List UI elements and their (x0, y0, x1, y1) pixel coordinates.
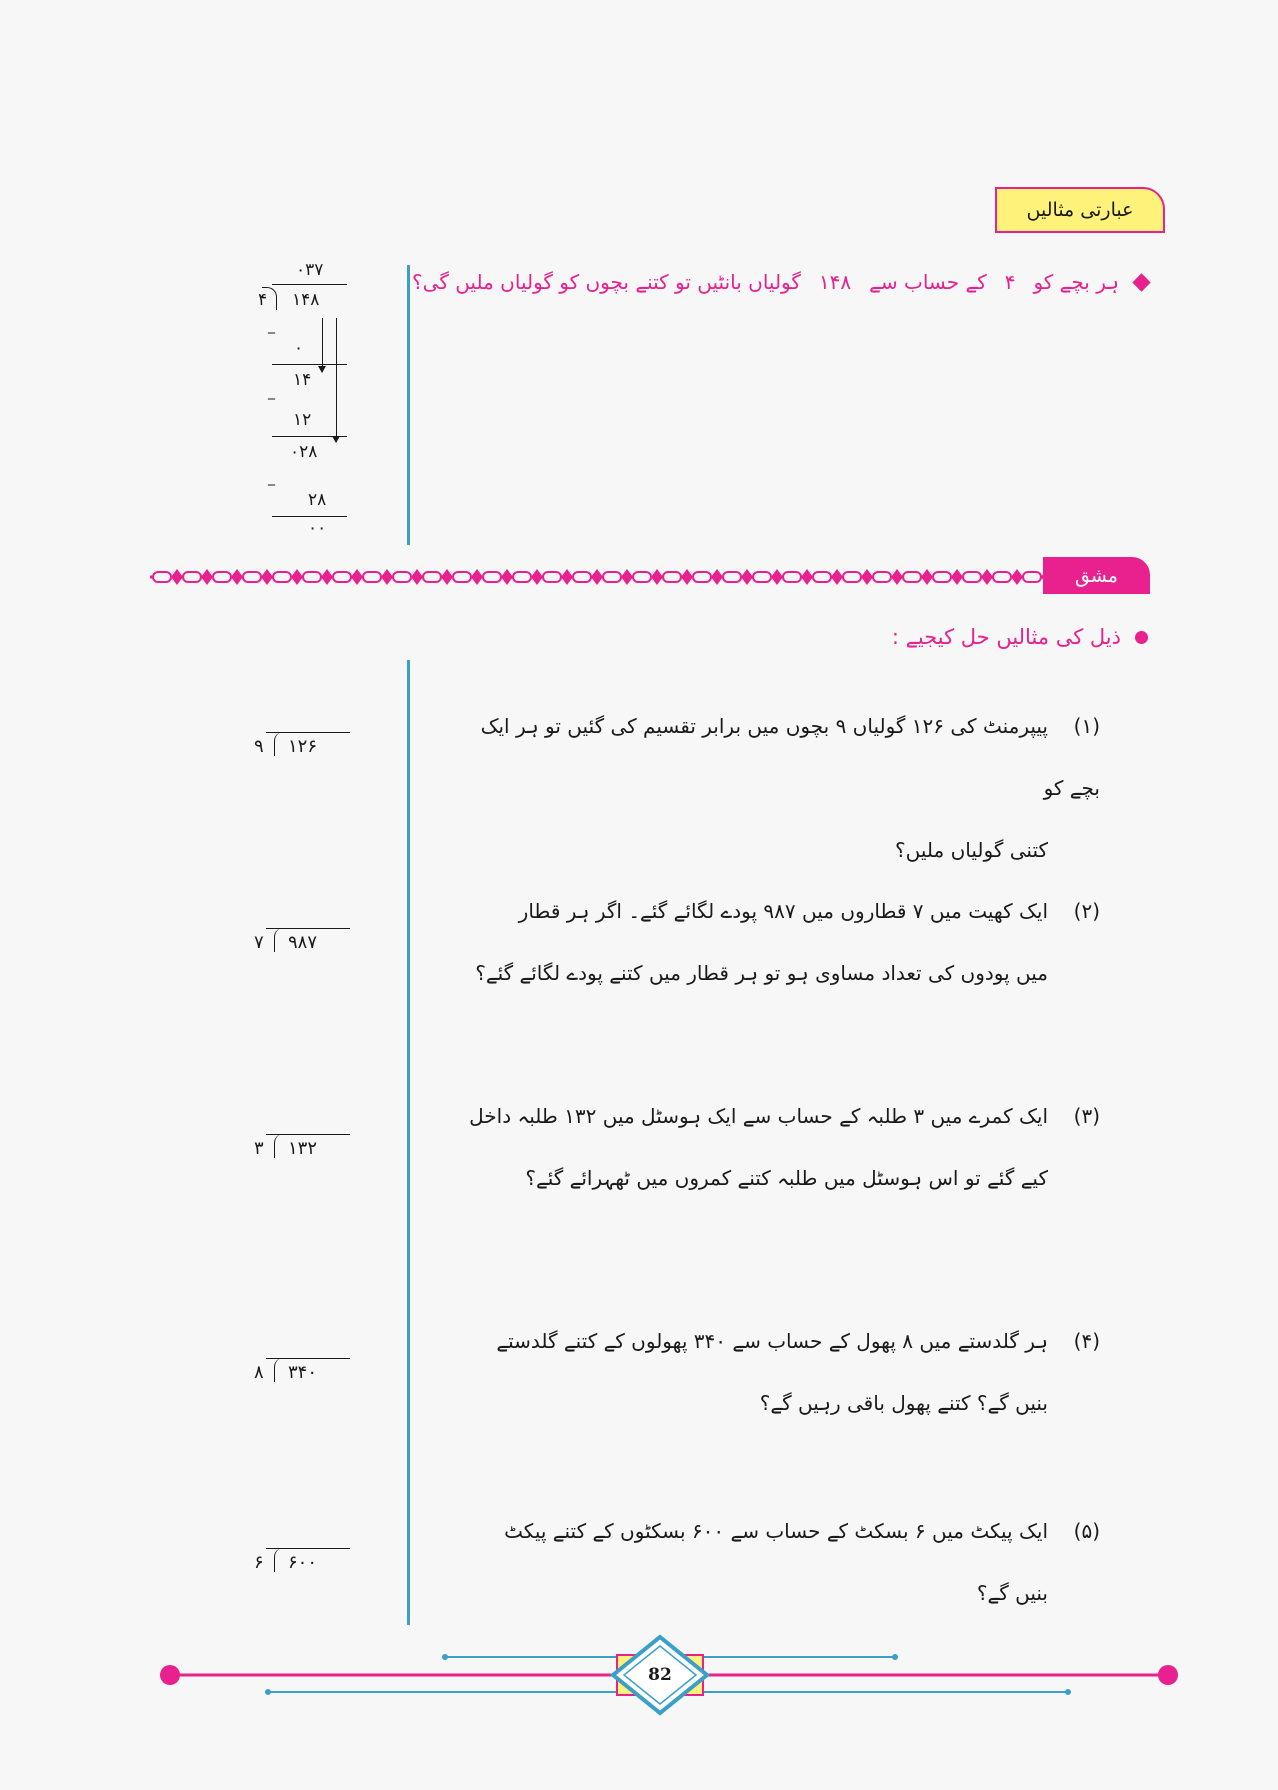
problem-line-1: ایک پیکٹ میں ۶ بسکٹ کے حساب سے ۶۰۰ بسکٹوں کے کتنے پیکٹ (504, 1519, 1048, 1543)
division-setup-3 (256, 1134, 350, 1164)
chain-diamond (411, 569, 423, 585)
chain-link (393, 572, 411, 582)
chain-diamond (201, 569, 213, 585)
exercise-title: مشق (1075, 564, 1118, 587)
page-number: 82 (648, 1665, 672, 1685)
chain-diamond (471, 569, 483, 585)
division-bracket (274, 928, 283, 952)
setup-divisor: ۶ (254, 1552, 264, 1573)
quotient-bar (272, 284, 347, 285)
division-bracket (262, 287, 277, 310)
problem-4 (460, 1310, 1100, 1434)
division-bracket (274, 1134, 283, 1158)
setup-dividend: ۱۲۶ (288, 736, 318, 757)
chain-link (363, 572, 381, 582)
problem-5 (460, 1500, 1100, 1624)
problem-number: (۳) (1073, 1104, 1100, 1128)
division-setup-5 (256, 1548, 350, 1578)
setup-dividend: ۳۴۰ (288, 1362, 318, 1383)
top-divider-line (407, 265, 410, 545)
chain-diamond (561, 569, 573, 585)
problem-line-2: بنیں گے؟ کتنے پھول باقی رہیں گے؟ (759, 1391, 1048, 1415)
problem-line-1: ہر گلدستے میں ۸ پھول کے حساب سے ۳۴۰ پھولوں کے کتنے گلدستے (496, 1329, 1048, 1353)
chain-link (153, 572, 171, 582)
chain-link (603, 572, 621, 582)
quotient: ۰۳۷ (296, 260, 324, 280)
division-bracket (274, 1548, 283, 1572)
problem-line-2: کتنی گولیاں ملیں؟ (895, 838, 1048, 862)
setup-divisor: ۳ (254, 1138, 264, 1159)
exercise-chain-border (150, 557, 1150, 597)
chain-link (333, 572, 351, 582)
minus-sign: _ (268, 384, 279, 400)
setup-divisor: ۹ (254, 736, 264, 757)
setup-dividend: ۶۰۰ (288, 1552, 318, 1573)
chain-diamond (861, 569, 873, 585)
chain-link (783, 572, 801, 582)
chain-link (453, 572, 471, 582)
step-3: ۰۲۸ (290, 442, 318, 462)
chain-link (513, 572, 531, 582)
chain-link (543, 572, 561, 582)
chain-diamond (1011, 569, 1023, 585)
chain-link (483, 572, 501, 582)
chain-link (843, 572, 861, 582)
question-part-2: کے حساب سے (869, 270, 987, 294)
chain-diamond (171, 569, 183, 585)
problem-number: (۲) (1073, 899, 1100, 923)
problem-line-1: ایک کمرے میں ۳ طلبہ کے حساب سے ایک ہوسٹل میں ۱۳۲ طلبہ داخل (469, 1104, 1048, 1128)
chain-diamond (741, 569, 753, 585)
chain-diamond (351, 569, 363, 585)
chain-link (1023, 572, 1041, 582)
section-heading-text: عبارتی مثالیں (1026, 199, 1134, 221)
chain-diamond (831, 569, 843, 585)
step-2: ۱۲ (293, 410, 312, 430)
problem-line-1: ایک کھیت میں ۷ قطاروں میں ۹۸۷ پودے لگائے گئے۔ اگر ہر قطار (518, 899, 1048, 923)
exercise-tab (1043, 557, 1150, 594)
chain-link (963, 572, 981, 582)
chain-diamond (651, 569, 663, 585)
chain-link (243, 572, 261, 582)
division-bracket (274, 732, 283, 756)
chain-diamond (951, 569, 963, 585)
question-divisor: ۴ (1004, 270, 1016, 294)
minus-sign: _ (268, 470, 279, 486)
divisor: ۴ (258, 290, 268, 310)
chain-diamond (681, 569, 693, 585)
diamond-bullet-icon (1132, 273, 1150, 291)
step-0: ۰ (294, 338, 304, 358)
chain-link (663, 572, 681, 582)
exercise-instruction (892, 625, 1148, 649)
chain-diamond (501, 569, 513, 585)
chain-link (303, 572, 321, 582)
chain-ornament (150, 557, 1150, 597)
chain-link (423, 572, 441, 582)
chain-diamond (381, 569, 393, 585)
chain-diamond (621, 569, 633, 585)
setup-dividend: ۱۳۲ (288, 1138, 318, 1159)
question-part-3: گولیاں بانٹیں تو کتنے بچوں کو گولیاں ملیں گی؟ (412, 270, 801, 294)
chain-link (873, 572, 891, 582)
problem-number: (۴) (1073, 1329, 1100, 1353)
division-bracket (274, 1358, 283, 1382)
minus-sign: _ (268, 318, 279, 334)
section-heading (995, 187, 1165, 233)
step-rule-3 (272, 516, 347, 517)
setup-divisor: ۷ (254, 932, 264, 953)
chain-diamond (261, 569, 273, 585)
division-setup-4 (256, 1358, 350, 1388)
chain-link (573, 572, 591, 582)
problem-3 (460, 1085, 1100, 1209)
chain-diamond (591, 569, 603, 585)
chain-link (993, 572, 1011, 582)
exercise-divider-line (407, 660, 410, 1625)
instruction-text: ذیل کی مثالیں حل کیجیے : (891, 625, 1121, 649)
chain-link (273, 572, 291, 582)
problem-2 (460, 880, 1100, 1004)
chain-diamond (921, 569, 933, 585)
problem-number: (۵) (1073, 1519, 1100, 1543)
problem-line-1: پیپرمنٹ کی ۱۲۶ گولیاں ۹ بچوں میں برابر تقسیم کی گئیں تو ہر ایک بچے کو (480, 714, 1100, 800)
division-setup-1 (256, 732, 350, 762)
chain-link (753, 572, 771, 582)
chain-link (213, 572, 231, 582)
chain-diamond (321, 569, 333, 585)
bring-down-arrow-icon (336, 318, 337, 442)
chain-diamond (531, 569, 543, 585)
step-5: ۰۰ (308, 518, 327, 538)
chain-link (633, 572, 651, 582)
chain-diamond (891, 569, 903, 585)
problem-number: (۱) (1073, 714, 1100, 738)
chain-link (933, 572, 951, 582)
problem-1 (460, 695, 1100, 881)
problem-line-2: بنیں گے؟ (976, 1581, 1048, 1605)
dot-bullet-icon (1135, 631, 1148, 644)
dividend: ۱۴۸ (292, 290, 320, 310)
chain-diamond (981, 569, 993, 585)
chain-diamond (771, 569, 783, 585)
chain-diamond (231, 569, 243, 585)
chain-diamond (801, 569, 813, 585)
bring-down-arrow-icon (322, 318, 323, 372)
step-4: ۲۸ (308, 490, 327, 510)
problem-line-2: میں پودوں کی تعداد مساوی ہو تو ہر قطار میں کتنے پودے لگائے گئے؟ (475, 961, 1048, 985)
division-setup-2 (256, 928, 350, 958)
setup-divisor: ۸ (254, 1362, 264, 1383)
chain-diamond (291, 569, 303, 585)
problem-line-2: کیے گئے تو اس ہوسٹل میں طلبہ کتنے کمروں میں ٹھہرائے گئے؟ (525, 1166, 1048, 1190)
chain-link (183, 572, 201, 582)
chain-link (813, 572, 831, 582)
chain-diamond (441, 569, 453, 585)
setup-dividend: ۹۸۷ (288, 932, 318, 953)
word-problem (412, 270, 1148, 294)
step-1: ۱۴ (293, 370, 312, 390)
chain-link (723, 572, 741, 582)
chain-link (693, 572, 711, 582)
chain-link (903, 572, 921, 582)
question-part-1: ہر بچے کو (1033, 270, 1119, 294)
question-dividend: ۱۴۸ (818, 270, 852, 294)
chain-diamond (711, 569, 723, 585)
